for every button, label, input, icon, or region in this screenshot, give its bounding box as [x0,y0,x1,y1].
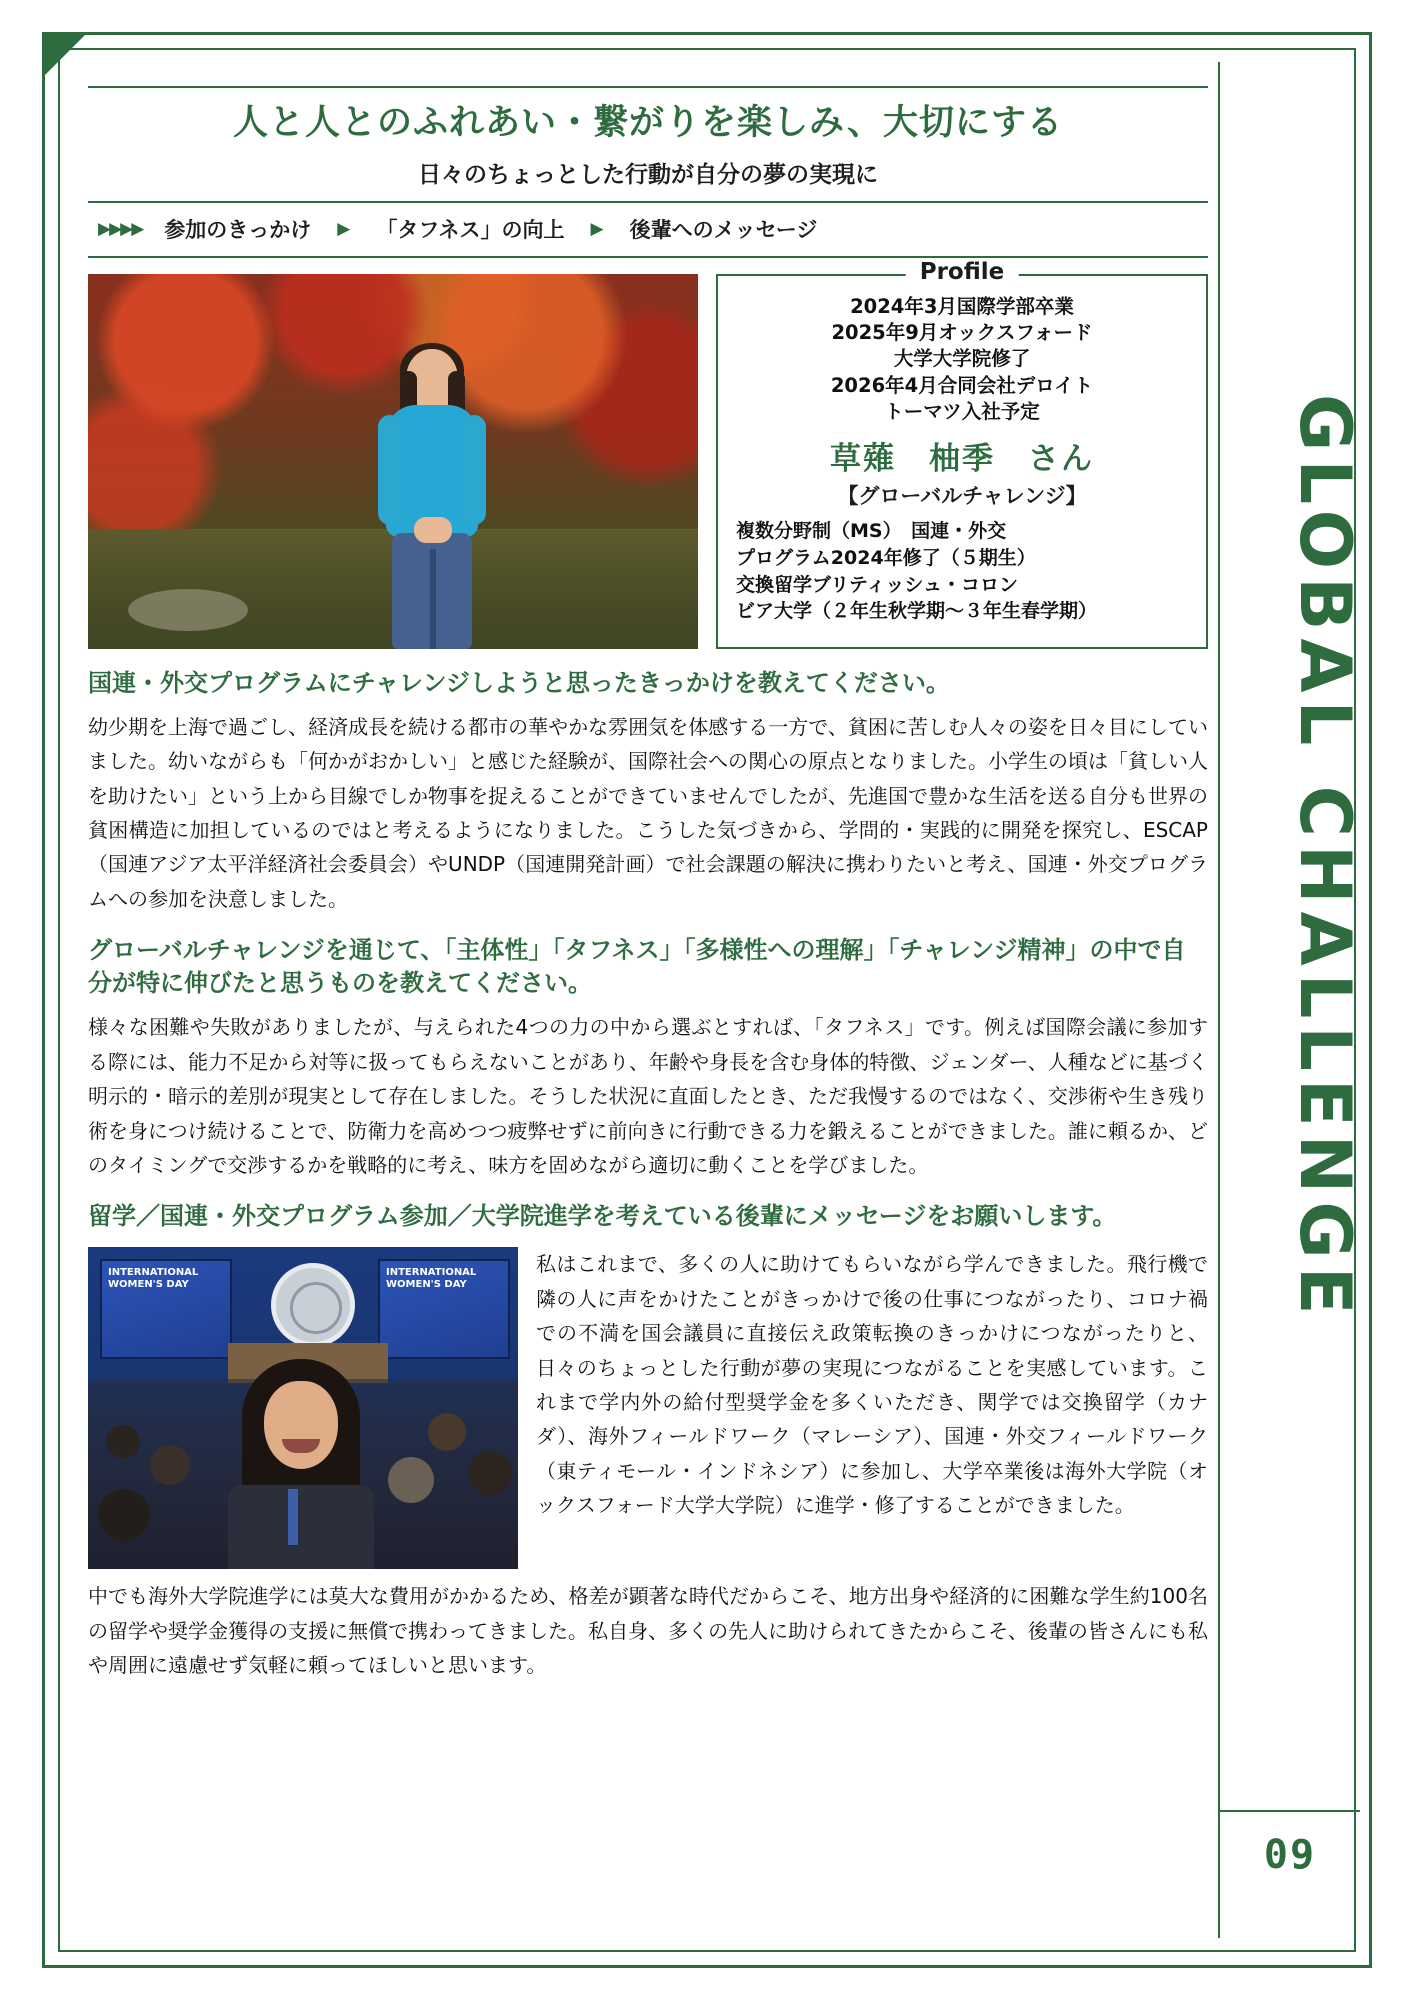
nav-item-toughness[interactable]: 「タフネス」の向上 [376,217,565,242]
corner-triangle-decoration [44,34,86,76]
profile-detail-1: 複数分野制（MS） 国連・外交 [736,520,1007,543]
question-3: 留学／国連・外交プログラム参加／大学院進学を考えている後輩にメッセージをお願いします。 [88,1202,1117,1231]
chevron-right-icon-2: ▶ [590,218,604,239]
profile-row [88,258,1208,649]
vertical-brand-band [1218,62,1366,1938]
garden-stone [128,589,248,631]
audience-head [428,1413,466,1451]
audience-head [106,1425,140,1459]
un-screen-left [100,1259,232,1359]
audience-head [468,1451,512,1495]
profile-card-title: Profile [906,259,1019,285]
answer-2: 様々な困難や失敗がありましたが、与えられた4つの力の中から選ぶとすれば、「タフネス」です。例えば国際会議に参加する際には、能力不足から対等に扱ってもらえないことがあり、年齢や身長を含む身体的特徴、ジェンダー、人種などに基づく明示的・暗示的差別が現実として存在しました。そうした状況に直面したとき、ただ我慢するのではなく、交渉術や生き残り術を身につけ続けることで、防衛力を高めつつ疲弊せずに前向きに行動できる力を鍛えることができました。誰に頼るか、どのタイミングで交渉するかを戦略的に考え、味方を固めながら適切に動くことを学びました。 [88,1015,1208,1177]
page-number: 09 [1263,1832,1317,1878]
un-conference-photo [88,1247,518,1569]
final-answer-top: 私はこれまで、多くの人に助けてもらいながら学んできました。飛行機で隣の人に声をかけたことがきっかけで後の仕事につながったり、コロナ禍での不満を国会議員に直接伝え政策転換のきっかけにつながったりと、日々のちょっとした行動が夢の実現につながることを実感しています。これまで学内外の給付型奨学金を多くいただき、関学では交換留学（カナダ）、海外フィールドワーク（マレーシア）、国連・外交フィールドワーク（東ティモール・インドネシア）に参加し、大学卒業後は海外大学院（オックスフォード大学大学院）に進学・修了することができました。 [536,1252,1208,1518]
headline-main: 人と人とのふれあい・繋がりを楽しみ、大切にする [232,103,1064,143]
bottom-row [88,1247,1208,1569]
arrows-icon: ▶▶▶▶ [98,218,143,239]
person-arm-left [378,415,402,525]
person-leg-gap [430,549,436,649]
profile-detail-4: ビア大学（２年生秋学期〜３年生春学期） [736,600,1098,623]
band-divider [1220,1810,1360,1812]
audience-head [98,1489,150,1541]
question-2: グローバルチャレンジを通じて、「主体性」「タフネス」「多様性への理解」「チャレンジ精神」の中で自分が特に伸びたと思うものを教えてください。 [88,936,1186,998]
profile-photo [88,274,698,649]
profile-detail-3: 交換留学ブリティッシュ・コロン [736,573,1018,596]
subject-lanyard [288,1489,298,1545]
subject-body [228,1485,374,1569]
profile-line-5: トーマツ入社予定 [884,400,1040,423]
page-number-container [1220,1832,1360,1878]
person-arm-right [462,415,486,525]
profile-program: 【グローバルチャレンジ】 [837,484,1087,509]
profile-line-2: 2025年9月オックスフォード [831,321,1093,345]
subject-face [264,1381,338,1469]
un-screen-left-label: INTERNATIONAL WOMEN'S DAY [108,1267,199,1290]
audience-head [150,1445,190,1485]
headline-sub: 日々のちょっとした行動が自分の夢の実現に [418,161,878,188]
profile-name: 草薙 柚季 さん [830,441,1094,478]
profile-card [716,258,1208,649]
un-photo-subject [206,1359,396,1569]
section-nav-strip [88,203,1208,258]
nav-item-message[interactable]: 後輩へのメッセージ [629,217,818,242]
person-hands [414,517,452,543]
un-emblem-icon [271,1263,355,1347]
final-answer-bottom: 中でも海外大学院進学には莫大な費用がかかるため、格差が顕著な時代だからこそ、地方出身や経済的に困難な学生約100名の留学や奨学金獲得の支援に無償で携わってきました。私自身、多くの先人に助けられてきたからこそ、後輩の皆さんにも私や周囲に遠慮せず気軽に頼ってほしいと思います。 [88,1584,1208,1678]
question-1: 国連・外交プログラムにチャレンジしようと思ったきっかけを教えてください。 [88,668,950,697]
answer-1: 幼少期を上海で過ごし、経済成長を続ける都市の華やかな雰囲気を体感する一方で、貧困に苦しむ人々の姿を日々目にしていました。幼いながらも「何かがおかしい」と感じた経験が、国際社会への関心の原点となりました。小学生の頃は「貧しい人を助けたい」という上から目線でしか物事を捉えることができていませんでしたが、先進国で豊かな生活を送る自分も世界の貧困構造に加担しているのではと考えるようになりました。こうした気づきから、学問的・実践的に開発を探究し、ESCAP（国連アジア太平洋経済社会委員会）やUNDP（国連開発計画）で社会課題の解決に携わりたいと考え、国連・外交プログラムへの参加を決意しました。 [88,714,1208,911]
nav-item-kikkake[interactable]: 参加のきっかけ [164,217,312,242]
profile-detail-2: プログラム2024年修了（５期生） [736,546,1036,569]
vertical-brand-title: GLOBAL CHALLENGE [1284,393,1366,1323]
un-screen-right [378,1259,510,1359]
profile-line-1: 2024年3月国際学部卒業 [850,294,1074,318]
un-screen-right-label: INTERNATIONAL WOMEN'S DAY [386,1267,477,1290]
profile-line-3: 大学大学院修了 [893,347,1031,371]
profile-line-4: 2026年4月合同会社デロイト [830,373,1094,397]
person-figure [356,349,506,649]
main-content [88,86,1208,1683]
headline-block [88,86,1208,203]
chevron-right-icon: ▶ [337,218,351,239]
